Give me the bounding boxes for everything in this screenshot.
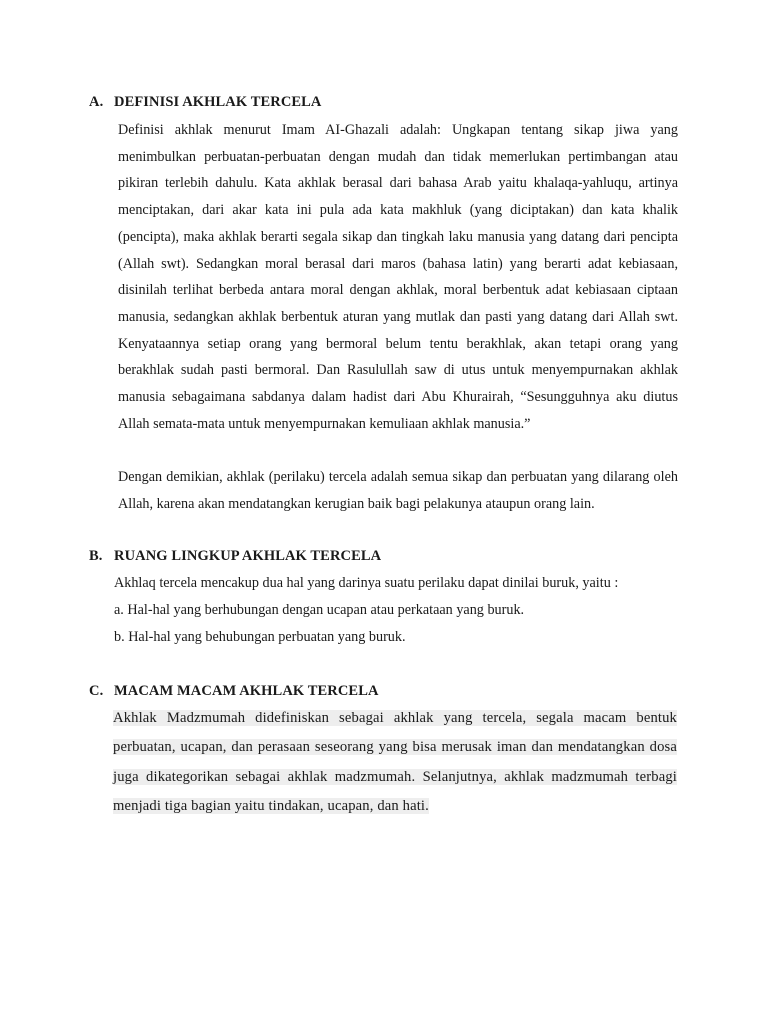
section-c-body-text: Akhlak Madzmumah didefiniskan sebagai akhlak yang tercela, segala macam bentuk perbuatan, ucapan, dan perasaan seseorang yang bisa merusak iman dan mendatangkan dosa juga dikategorikan sebagai akhlak madzmumah. Selanjutnya, akhlak madzmumah terbagi menjadi tiga bagian yaitu tindakan, ucapan, dan hati. [113,710,677,814]
section-c-heading [89,683,379,700]
section-b-intro: Akhlaq tercela mencakup dua hal yang darinya suatu perilaku dapat dinilai buruk, yaitu : [114,575,619,591]
section-a-number: A. [89,94,104,110]
section-a-paragraph-2: Dengan demikian, akhlak (perilaku) tercela adalah semua sikap dan perbuatan yang dilarang oleh Allah, karena akan mendatangkan kerugian baik bagi pelakunya ataupun orang lain. [118,469,678,512]
section-c-title: MACAM MACAM AKHLAK TERCELA [114,683,379,699]
section-b-heading [89,548,381,565]
section-c-number: C. [89,683,104,699]
section-a-title: DEFINISI AKHLAK TERCELA [114,94,322,110]
section-c-body [113,704,677,821]
section-b-title: RUANG LINGKUP AKHLAK TERCELA [114,548,382,564]
section-b-number: B. [89,548,103,564]
section-a-paragraph-1: Definisi akhlak menurut Imam AI-Ghazali adalah: Ungkapan tentang sikap jiwa yang menimbulkan perbuatan-perbuatan dengan mudah dan tidak memerlukan pertimbangan atau pikiran terlebih dahulu. Kata akhlak berasal dari bahasa Arab yaitu khalaqa-yahluqu, artinya menciptakan, dari akar kata ini pula ada kata makhluk (yang diciptakan) dan kata khalik (pencipta), maka akhlak berarti segala sikap dan tingkah laku manusia yang datang dari pencipta (Allah swt). Sedangkan moral berasal dari maros (bahasa latin) yang berarti adat kebiasaan, disinilah terlihat berbeda antara moral dengan akhlak, moral berbentuk adat kebiasaan ciptaan manusia, sedangkan akhlak berbentuk aturan yang mutlak dan pasti yang datang dari Allah swt. Kenyataannya setiap orang yang bermoral belum tentu berakhlak, akan tetapi orang yang berakhlak sudah pasti bermoral. Dan Rasulullah saw di utus untuk menyempurnakan akhlak manusia sebagaimana sabdanya dalam hadist dari Abu Khurairah, “Sesungguhnya aku diutus Allah semata-mata untuk menyempurnakan kemuliaan akhlak manusia.” [118,122,678,432]
section-a-heading [89,94,322,111]
section-b-item-b: b. Hal-hal yang behubungan perbuatan yang buruk. [114,629,406,645]
section-b-item-a: a. Hal-hal yang berhubungan dengan ucapan atau perkataan yang buruk. [114,602,525,618]
